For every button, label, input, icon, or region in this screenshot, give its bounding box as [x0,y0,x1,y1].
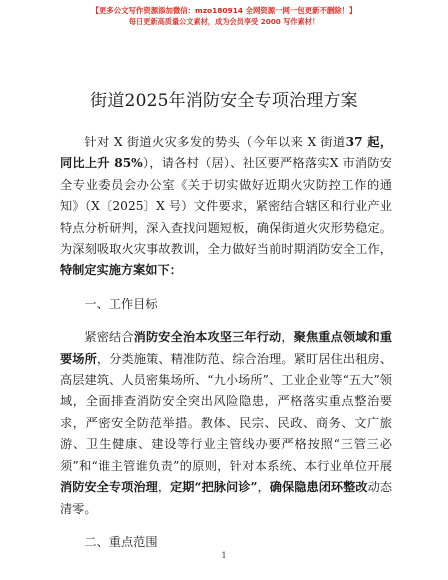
s1-text-k: 动态清零。 [60,480,393,516]
intro-text-e: 特制定实施方案如下： [60,263,182,278]
intro-text-a: 针对 X 街道火灾多发的势头（今年以来 X 街道 [84,135,346,149]
section-2-heading: 二、重点范围 [84,534,158,549]
s1-text-j: 确保隐患闭环整改 [269,480,368,495]
header-banner [0,5,448,27]
section-1-heading: 一、工作目标 [84,296,158,311]
s1-text-g: ， [157,480,171,495]
s1-text-f: 消防安全专项治理 [60,480,158,495]
s1-text-i: ， [257,480,270,495]
document-title: 街道2025年消防安全专项治理方案 [90,91,358,111]
intro-paragraph [60,132,392,282]
section-1-paragraph [60,327,392,520]
s1-text-e: ，分类施策、精准防范、综合治理。紧盯居住出租房、高层建筑、人员密集场所、“九小场所”、工业企业等“五大”领域，全面排查消防安全突出风险隐患，严格落实重点整治要求，严密安全防范举措。教体、民宗、民政、商务、文广旅游、卫生健康、建设等行业主管线办要严格按照“三管三必须”和“谁主管谁负责”的原则，针对本系统、本行业单位开展 [60,351,393,473]
banner-line-1: 【更多公文写作资源添加微信：mzo180914 全网资源一网一包更新不删除！】 [91,6,357,15]
page-number: 1 [221,551,227,560]
s1-text-b: 消防安全治本攻坚三年行动 [133,330,282,345]
s1-text-a: 紧密结合 [84,330,134,345]
s1-text-c: ， [281,330,294,345]
document-body [60,132,392,565]
s1-text-h: 定期“把脉问诊” [170,480,258,495]
intro-text-d: X 市消防安全专业委员会办公室《关于切实做好近期火灾防控工作的通知》（X〔2025〕X 号）文件要求，紧密结合辖区和行业产业特点分析研判，深入查找问题短板，确保街道火灾形势稳定。为深刻吸取火灾事故教训，全力做好当前时期消防安全工作， [60,156,392,257]
banner-line-2: 每日更新高质量公文素材，成为会员享受 2000 写作素材！ [128,17,320,26]
intro-text-c: ），请各村（居）、社区要严格落实 [142,156,330,171]
intro-text-b: 37 起，同比上升 85% [60,135,393,171]
s1-text-d: 聚焦重点领域和重要场所 [60,330,393,366]
